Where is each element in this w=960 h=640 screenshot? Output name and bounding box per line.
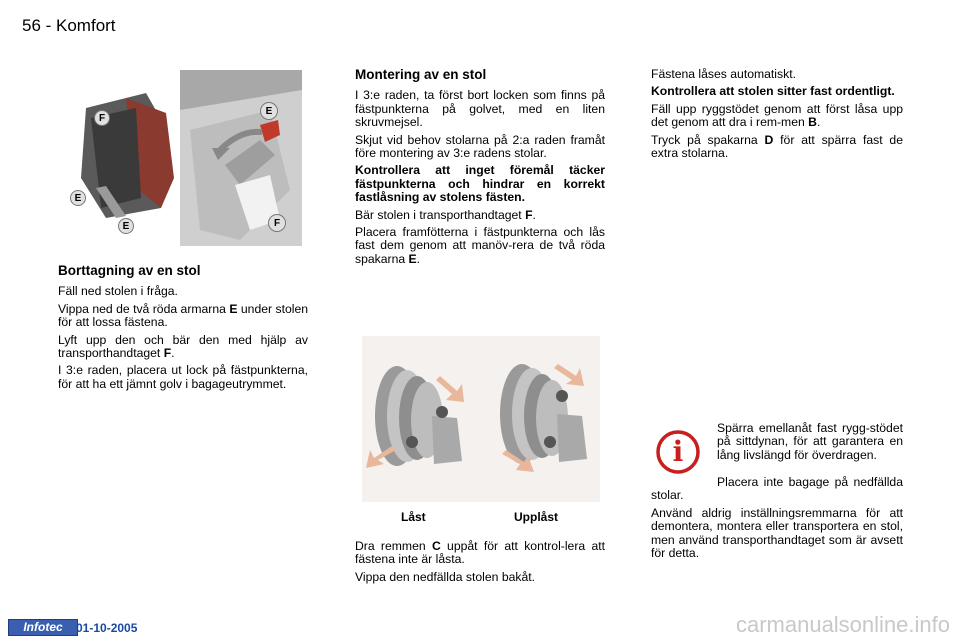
- folded-seat-figure: [66, 68, 180, 240]
- removal-step-2-tail: under stolen för att lossa fästena.: [58, 301, 308, 330]
- infotec-logo: [8, 619, 78, 636]
- info-text-2: Placera inte bagage på nedfällda stolar.: [651, 475, 903, 503]
- mounting-step-6: [355, 540, 605, 567]
- mounting-step-4-key: F: [525, 207, 533, 222]
- mounting-step-2: Skjut vid behov stolarna på 2:a raden framåt före montering av 3:e radens stolar.: [355, 132, 605, 161]
- label-e-2: E: [118, 218, 134, 234]
- removal-step-3-text: Lyft upp den och bär den med hjälp av transporthandtaget: [58, 332, 308, 361]
- info-icon-glyph: i: [672, 435, 684, 468]
- label-f-2: F: [268, 214, 286, 232]
- column-removal: [58, 264, 308, 395]
- mounting-step-5: [355, 226, 605, 266]
- locking-step-4-key: D: [764, 132, 774, 147]
- seat-lever-illustration: [180, 70, 302, 246]
- footer-date: 01-10-2005: [76, 621, 138, 635]
- info-note-1: [717, 422, 903, 466]
- removal-heading: Borttagning av en stol: [58, 263, 201, 278]
- mounting-step-6-tail: uppåt för att kontrol-lera att fästena inte är låsta.: [355, 539, 606, 567]
- locking-check-text: Kontrollera att stolen sitter fast ordentligt.: [651, 84, 895, 99]
- column-locking: [651, 68, 903, 164]
- caption-locked: Låst: [401, 510, 426, 524]
- mounting-step-5-tail: .: [416, 251, 421, 266]
- locking-step-3-text: Fäll upp ryggstödet genom att först låsa upp det genom att dra i rem-men: [651, 101, 903, 130]
- removal-step-2: [58, 303, 308, 330]
- locking-step-4-text: Tryck på spakarna: [651, 132, 765, 147]
- mounting-step-1: I 3:e raden, ta först bort locken som finns på fästpunkterna på golvet, med en liten skruvmejsel.: [355, 88, 605, 130]
- removal-step-3: [58, 334, 308, 361]
- locking-step-4: [651, 134, 903, 161]
- locking-step-4-tail: för att spärra fast de extra stolarna.: [651, 132, 903, 161]
- info-notes: [651, 476, 903, 564]
- infotec-text: Infotec: [23, 620, 63, 634]
- locking-step-3-tail: .: [816, 115, 821, 130]
- info-text-3: Använd aldrig inställningsremmarna för att demontera, montera eller transportera en stol, men använd transporthandtaget som är avsett för detta.: [651, 505, 903, 561]
- mounting-step-6-key: C: [431, 539, 441, 553]
- label-e: E: [70, 190, 86, 206]
- mounting-warning-text: Kontrollera att inget föremål täcker fästpunkterna och hindrar en korrekt fastlåsning av stolens fästen.: [355, 163, 605, 205]
- mounting-step-4-tail: .: [532, 207, 536, 222]
- seat-removal-illustration: [66, 68, 180, 240]
- mounting-step-4-text: Bär stolen i transporthandtaget: [355, 207, 526, 222]
- info-text-1: Spärra emellanåt fast rygg-stödet på sittdynan, för att garantera en lång livslängd för överdragen.: [717, 421, 903, 462]
- watermark: carmanualsonline.info: [735, 612, 950, 637]
- mounting-step-6-text: Dra remmen: [355, 539, 432, 553]
- mounting-step-5-key: E: [408, 251, 417, 266]
- lock-state-illustration: [362, 336, 600, 502]
- removal-step-1: Fäll ned stolen i fråga.: [58, 284, 178, 299]
- label-f: F: [94, 110, 110, 126]
- mounting-warning: [355, 164, 605, 204]
- mounting-step-7: Vippa den nedfällda stolen bakåt.: [355, 569, 536, 584]
- removal-step-2-key: E: [229, 301, 238, 316]
- removal-step-3-tail: .: [171, 346, 175, 361]
- locking-step-3: [651, 103, 903, 130]
- page-title: 56 - Komfort: [22, 16, 116, 35]
- locking-step-1: Fästena låses automatiskt.: [651, 67, 796, 81]
- lock-figure: [362, 336, 600, 502]
- mounting-step-4: [355, 209, 605, 222]
- removal-step-4: I 3:e raden, placera ut lock på fästpunkterna, för att ha ett jämnt golv i bagageutrymmet.: [58, 363, 308, 391]
- caption-unlocked: Upplåst: [514, 510, 559, 524]
- mounting-step-5-text: Placera framfötterna i fästpunkterna och lås fast dem genom att manöv-rera de två röda spakarna: [355, 225, 605, 266]
- unlocked-mount-figure: [500, 364, 587, 472]
- mounting-heading: Montering av en stol: [355, 67, 487, 82]
- label-e-3: E: [260, 102, 278, 120]
- info-icon: [656, 430, 700, 474]
- removal-step-2-text: Vippa ned de två röda armarna: [58, 301, 230, 316]
- removal-step-3-key: F: [163, 346, 172, 361]
- locking-step-3-key: B: [808, 115, 817, 130]
- column-mounting: [355, 68, 605, 270]
- locking-check: [651, 85, 903, 98]
- column-mounting-end: [355, 540, 605, 588]
